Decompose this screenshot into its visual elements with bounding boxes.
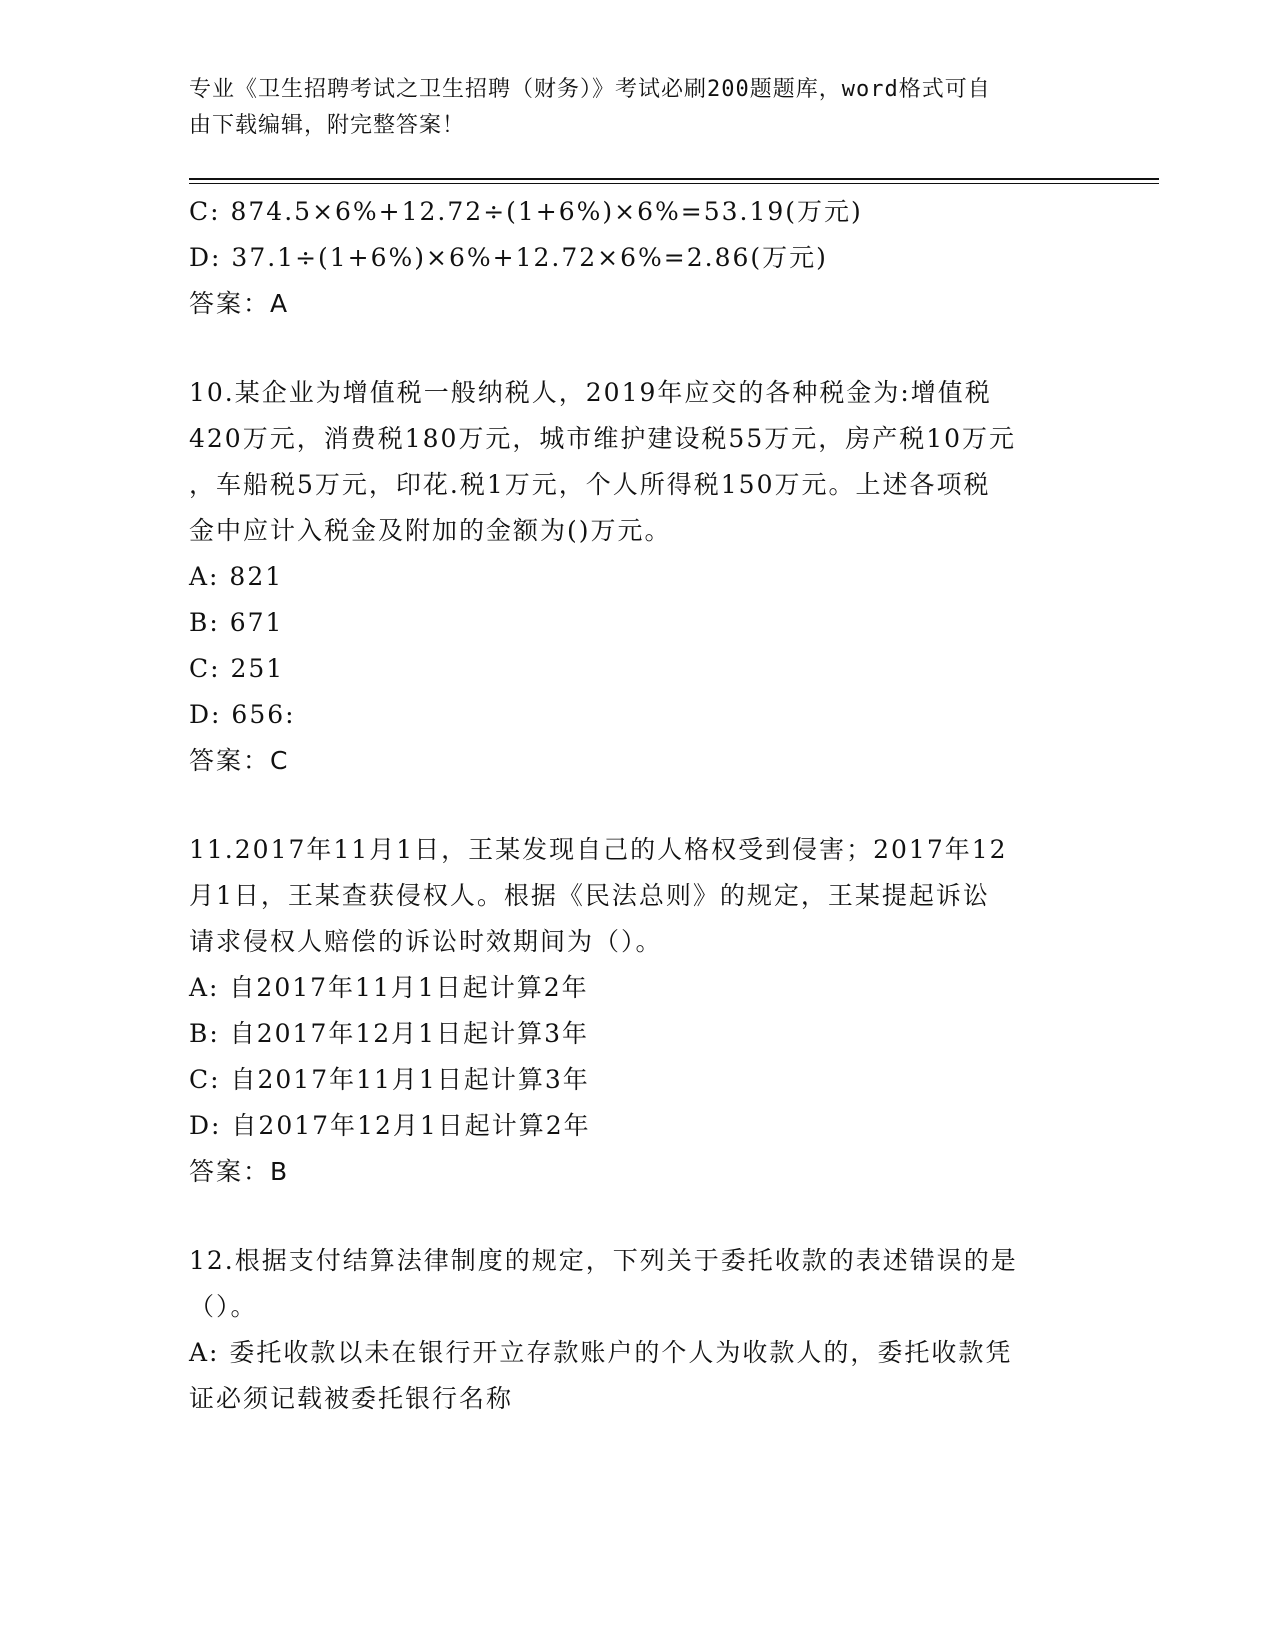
question-10 [189,370,1089,784]
option-b: B: 671 [189,608,284,637]
question-text-line: 月1日，王某查获侵权人。根据《民法总则》的规定，王某提起诉讼 [189,881,990,910]
document-body [189,189,1089,1422]
question-text-line: 金中应计入税金及附加的金额为()万元。 [189,516,672,545]
question-gap [189,784,1089,827]
page-header [189,72,1069,144]
option-c: C: 自2017年11月1日起计算3年 [189,1065,590,1094]
question-gap [189,327,1089,370]
question-text-line: ，车船税5万元，印花.税1万元，个人所得税150万元。上述各项税 [189,470,991,499]
option-c: C: 874.5×6%+12.72÷(1+6%)×6%=53.19(万元) [189,197,863,226]
option-c: C: 251 [189,654,285,683]
answer-line: 答案：B [189,1157,290,1186]
option-a: A: 自2017年11月1日起计算2年 [189,973,589,1002]
question-text-line: （）。 [189,1292,258,1321]
header-rule-thick [189,178,1159,180]
option-a: A: 委托收款以未在银行开立存款账户的个人为收款人的，委托收款凭 [189,1338,1013,1367]
option-d: D: 656: [189,700,296,729]
option-b: B: 自2017年12月1日起计算3年 [189,1019,589,1048]
question-text-line: 11.2017年11月1日，王某发现自己的人格权受到侵害；2017年12 [189,835,1008,864]
option-a: A: 821 [189,562,284,591]
header-line-1: 专业《卫生招聘考试之卫生招聘（财务）》考试必刷200题题库，word格式可自 [189,77,991,102]
question-text-line: 请求侵权人赔偿的诉讼时效期间为（）。 [189,927,663,956]
question-11 [189,827,1089,1195]
option-a-continued: 证必须记载被委托银行名称 [189,1384,514,1413]
option-d: D: 37.1÷(1+6%)×6%+12.72×6%=2.86(万元) [189,243,828,272]
question-12 [189,1238,1089,1422]
question-text-line: 12.根据支付结算法律制度的规定，下列关于委托收款的表述错误的是 [189,1246,1018,1275]
question-text-line: 10.某企业为增值税一般纳税人，2019年应交的各种税金为:增值税 [189,378,992,407]
header-line-2: 由下载编辑，附完整答案！ [189,113,466,138]
question-text-line: 420万元，消费税180万元，城市维护建设税55万元，房产税10万元 [189,424,1017,453]
answer-line: 答案：C [189,746,290,775]
question-9-continued [189,189,1089,327]
header-rule-thin [189,183,1159,184]
answer-line: 答案：A [189,289,290,318]
option-d: D: 自2017年12月1日起计算2年 [189,1111,591,1140]
question-gap [189,1195,1089,1238]
